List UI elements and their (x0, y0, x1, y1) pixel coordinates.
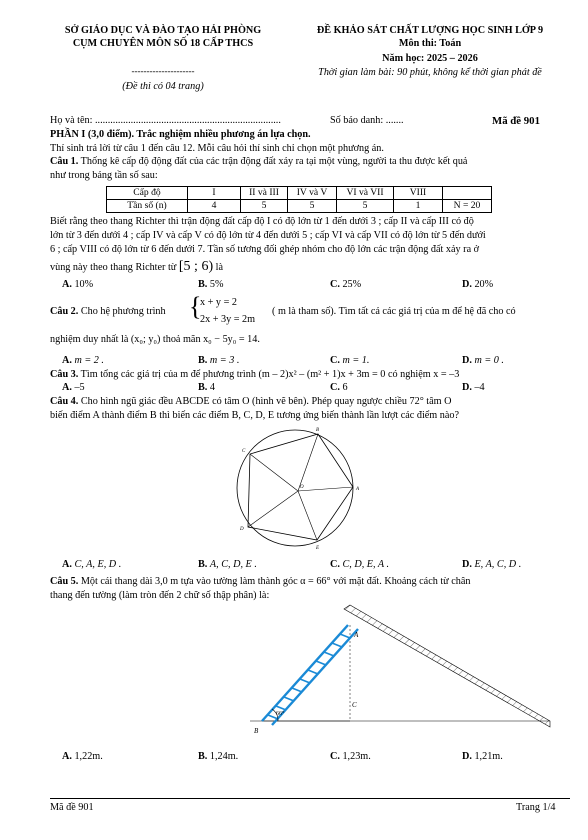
q5-number: Câu 5. (50, 576, 79, 587)
q3-number: Câu 3. (50, 369, 79, 380)
q2-option-d[interactable] (462, 355, 504, 368)
point-label-c: C (352, 701, 357, 709)
option-text: m = 3 . (209, 355, 240, 366)
option-letter: D. (462, 355, 472, 366)
option-letter: C. (330, 559, 340, 570)
option-text: 1,22m. (74, 751, 103, 762)
option-text: 5% (209, 279, 224, 290)
option-text: 4 (209, 382, 215, 393)
option-text: C, D, E, A . (342, 559, 390, 570)
q4-text (50, 396, 570, 409)
q4-number: Câu 4. (50, 396, 79, 407)
q1-text2: như trong bảng tần số sau: (50, 170, 158, 181)
option-letter: C. (330, 355, 340, 366)
table-cell: Tần số (n) (107, 199, 188, 212)
table-cell: I (188, 187, 241, 200)
q5-stem: Một cái thang dài 3,0 m tựa vào tường làm thành góc α = 66° với mặt đất. Khoảng cách từ chân (78, 576, 471, 587)
q2-text-2: ( m là tham số). Tìm tất cả các giá trị của m để hệ đã cho có (272, 306, 516, 317)
q1-option-a[interactable] (62, 279, 93, 292)
pentagon-figure (220, 424, 370, 554)
option-text: m = 0 . (474, 355, 504, 366)
footer-divider (50, 798, 570, 799)
ladder (262, 625, 358, 725)
point-label-e: E (316, 546, 320, 551)
option-letter: C. (330, 279, 340, 290)
wall (344, 605, 550, 727)
q3-option-c[interactable] (330, 382, 348, 395)
page-number: Trang 1/4 (516, 802, 556, 813)
q4-option-d[interactable] (462, 559, 521, 572)
table-row (107, 187, 492, 200)
q3-option-d[interactable] (462, 382, 485, 395)
q2-text-3: nghiệm duy nhất là (x₀; y₀) thoả mãn x₀ − 5y₀ = 14. (50, 334, 260, 345)
q5-text (50, 576, 570, 589)
table-cell: 1 (394, 199, 443, 212)
q1-option-d[interactable] (462, 279, 493, 292)
option-letter: A. (62, 559, 72, 570)
option-text: m = 1. (342, 355, 370, 366)
point-label-a: A (354, 631, 359, 639)
option-letter: B. (198, 382, 208, 393)
q4-option-b[interactable] (198, 559, 257, 572)
brace-icon: { (189, 292, 202, 321)
option-text: m = 2 . (74, 355, 104, 366)
radius-oe (298, 491, 317, 540)
q3-stem: Tìm tổng các giá trị của m để phương trình (m – 2)x² – (m² + 1)x + 3m = 0 có nghiệm x = –3 (78, 369, 460, 380)
table-cell (443, 187, 492, 200)
q1-paragraph-4 (50, 258, 570, 276)
radius-oa (298, 487, 353, 491)
option-letter: B. (198, 751, 208, 762)
table-cell: VIII (394, 187, 443, 200)
school-year: Năm học: 2025 – 2026 (382, 53, 478, 64)
radius-ob (298, 434, 318, 491)
point-label-c: C (242, 449, 246, 454)
option-text: 6 (342, 382, 348, 393)
option-text: 20% (474, 279, 494, 290)
table-cell: 5 (337, 199, 394, 212)
option-letter: A. (62, 751, 72, 762)
school-department: SỞ GIÁO DỤC VÀ ĐÀO TẠO HẢI PHÒNG (64, 25, 262, 36)
q1-interval: [5 ; 6) (178, 259, 214, 274)
option-letter: B. (198, 559, 208, 570)
q2-stem: Cho hệ phương trình (78, 306, 166, 317)
q5-option-c[interactable] (330, 751, 371, 764)
frequency-table (106, 186, 492, 213)
q2-equation-2: 2x + 3y = 2m (200, 314, 256, 325)
exam-code: Mã đề 901 (492, 115, 540, 127)
q1-paragraph-2: lớn từ 3 đến dưới 4 ; cấp IV và cấp V có độ lớn từ 4 đến dưới 5 ; cấp VI và cấp VII có độ lớn từ 5 đến dưới (50, 230, 486, 241)
option-text: E, A, C, D . (474, 559, 522, 570)
option-text: 1,23m. (342, 751, 371, 762)
option-text: A, C, D, E . (209, 559, 257, 570)
q1-paragraph-4-end: là (215, 262, 224, 273)
option-letter: D. (462, 279, 472, 290)
option-letter: C. (330, 382, 340, 393)
q2-option-c[interactable] (330, 355, 369, 368)
radius-od (248, 491, 298, 527)
q1-stem: Thống kê cấp độ động đất của các trận động đất xảy ra tại một vùng, người ta thu được kết quả (78, 156, 468, 167)
q5-option-b[interactable] (198, 751, 238, 764)
student-id-field: Số báo danh: ....... (330, 115, 404, 126)
q1-paragraph-1: Biết rằng theo thang Richter thì trận động đất cấp độ I có độ lớn từ 1 đến dưới 3 ; cấp II và cấp III có độ (50, 216, 474, 227)
option-letter: D. (462, 382, 472, 393)
part1-title: PHẦN I (3,0 điểm). Trắc nghiệm nhiều phương án lựa chọn. (50, 129, 311, 140)
exam-title: ĐỀ KHẢO SÁT CHẤT LƯỢNG HỌC SINH LỚP 9 (316, 25, 544, 36)
table-cell: 5 (241, 199, 288, 212)
q4-option-c[interactable] (330, 559, 389, 572)
point-label-d: D (240, 527, 244, 532)
q3-option-b[interactable] (198, 382, 215, 395)
time-allowed: Thời gian làm bài: 90 phút, không kể thời gian phát đề (318, 67, 542, 78)
option-text: 10% (74, 279, 94, 290)
q1-text (50, 156, 570, 169)
q1-option-b[interactable] (198, 279, 223, 292)
table-cell: Cấp độ (107, 187, 188, 200)
table-cell: IV và V (288, 187, 337, 200)
option-text: C, A, E, D . (74, 559, 122, 570)
q5-option-d[interactable] (462, 751, 503, 764)
subject: Môn thi: Toán (398, 38, 462, 49)
footer-exam-code: Mã đề 901 (50, 802, 94, 813)
page-count-note: (Đề thi có 04 trang) (122, 81, 204, 92)
option-letter: C. (330, 751, 340, 762)
q2-option-a[interactable] (62, 355, 104, 368)
option-letter: D. (462, 751, 472, 762)
q4-option-a[interactable] (62, 559, 121, 572)
q2-equation-1: x + y = 2 (200, 297, 237, 308)
option-letter: A. (62, 355, 72, 366)
q5-text-2: thang đến tường (làm tròn đến 2 chữ số thập phân) là: (50, 590, 270, 601)
option-letter: B. (198, 355, 208, 366)
q4-stem: Cho hình ngũ giác đều ABCDE có tâm O (hình vẽ bên). Phép quay ngược chiều 72° tâm O (78, 396, 452, 407)
q1-number: Câu 1. (50, 156, 79, 167)
table-cell: VI và VII (337, 187, 394, 200)
option-text: 1,21m. (474, 751, 503, 762)
q1-paragraph-3: 6 ; cấp VIII có độ lớn từ 6 đến dưới 7. Tần số tương đối ghép nhóm cho độ lớn các trận động đất xảy ra ở (50, 244, 480, 255)
q2-number: Câu 2. (50, 306, 79, 317)
table-cell: 4 (188, 199, 241, 212)
option-letter: A. (62, 279, 72, 290)
option-text: 25% (342, 279, 362, 290)
part1-instruction: Thí sinh trả lời từ câu 1 đến câu 12. Mỗi câu hỏi thí sinh chỉ chọn một phương án. (50, 143, 384, 154)
q2-option-b[interactable] (198, 355, 239, 368)
option-text: –4 (474, 382, 485, 393)
option-text: 1,24m. (209, 751, 239, 762)
radius-oc (250, 454, 298, 491)
option-letter: B. (198, 279, 208, 290)
q3-text (50, 369, 570, 382)
table-row (107, 199, 492, 212)
q1-paragraph-4-start: vùng này theo thang Richter từ (50, 262, 177, 273)
q1-option-c[interactable] (330, 279, 361, 292)
option-letter: A. (62, 382, 72, 393)
q2-text (50, 306, 166, 319)
q5-option-a[interactable] (62, 751, 103, 764)
point-label-b: B (316, 428, 320, 433)
point-label-o: O (300, 485, 304, 490)
angle-label: 66° (276, 711, 285, 717)
point-label-a: A (356, 487, 360, 492)
header-dashes: --------------------- (131, 66, 195, 76)
ladder-figure (250, 603, 570, 743)
option-letter: D. (462, 559, 472, 570)
q3-option-a[interactable] (62, 382, 85, 395)
table-cell: II và III (241, 187, 288, 200)
option-text: –5 (74, 382, 85, 393)
student-name-field: Họ và tên: ......................................................................... (50, 115, 281, 126)
table-cell: N = 20 (443, 199, 492, 212)
q4-text-2: biến điểm A thành điểm B thì biến các điểm B, C, D, E tương ứng biến thành lần lượt các điểm nào? (50, 410, 460, 421)
point-label-b: B (254, 727, 259, 735)
cluster-name: CỤM CHUYÊN MÔN SỐ 18 CẤP THCS (72, 38, 254, 49)
table-cell: 5 (288, 199, 337, 212)
